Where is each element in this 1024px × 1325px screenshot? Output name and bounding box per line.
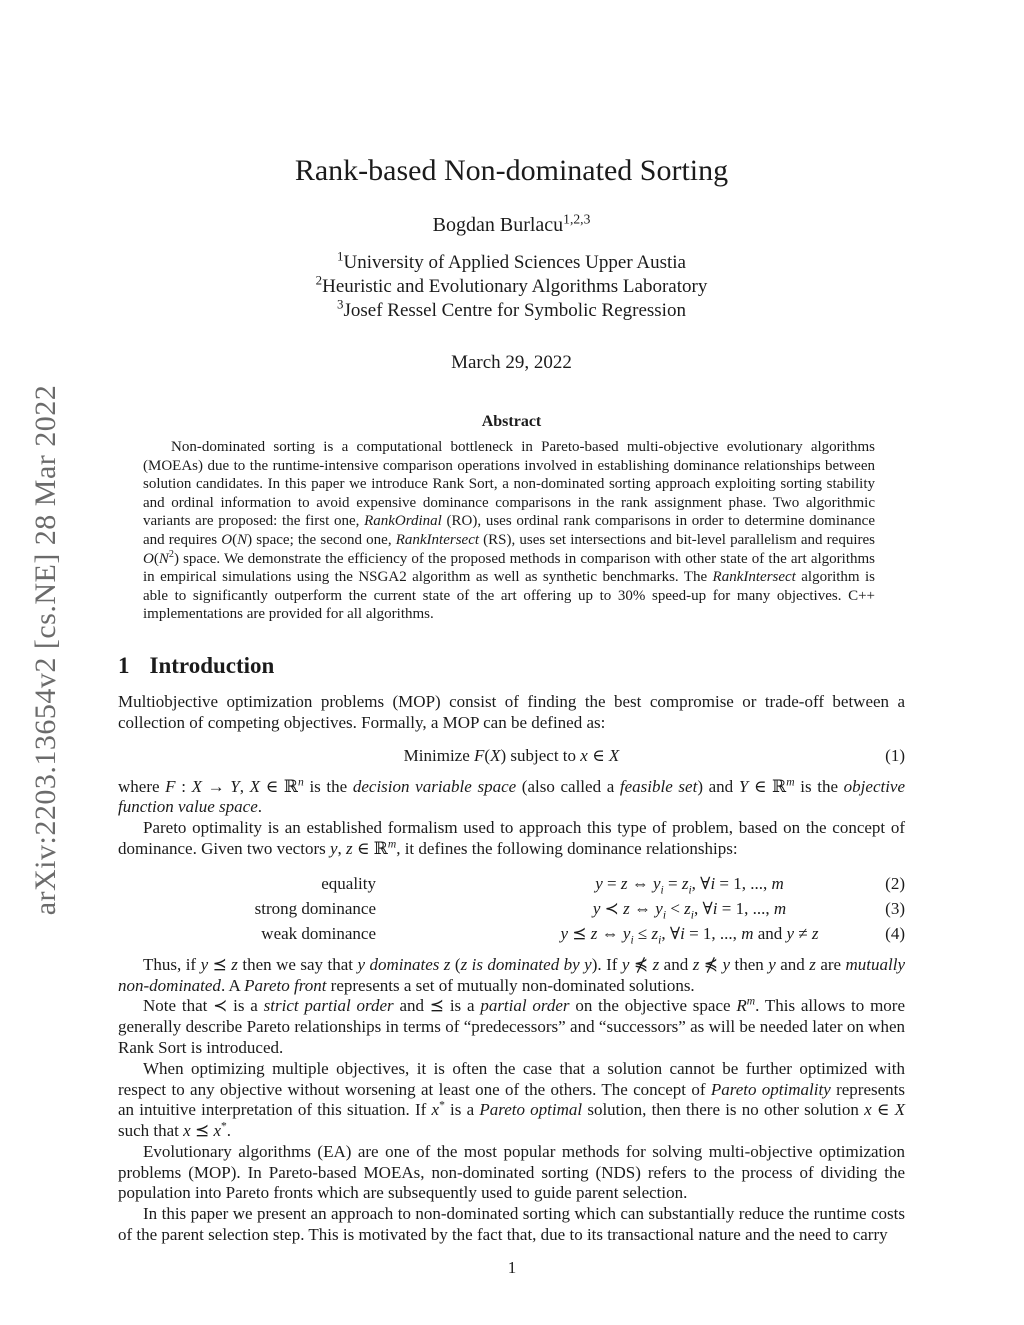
section-title: Introduction bbox=[149, 652, 275, 678]
paper-content bbox=[118, 0, 905, 1246]
paper-date: March 29, 2022 bbox=[451, 352, 572, 373]
equation-2-label: equality bbox=[321, 873, 376, 893]
equation-3-label: strong dominance bbox=[254, 898, 376, 918]
paragraph-thus-dominates: Thus, if y ⪯ z then we say that y dominates z (z is dominated by y). If y ⋠ z and z ⋠ y then y and z are mutually non-dominated. A Pareto front represents a set of mutually non-dominated solutions. bbox=[118, 954, 906, 995]
dominance-equations bbox=[118, 871, 905, 946]
abstract-text: Non-dominated sorting is a computational bottleneck in Pareto-based multi-objective evolutionary algorithms (MOEAs) due to the runtime-intensive comparison operations involved in establishing dominance relationships between solution candidates. In this paper we introduce Rank Sort, a non-dominated sorting approach exploiting sorting stability and ordinal information to avoid expensive dominance comparisons in the rank assignment phase. Two algorithmic variants are proposed: the first one, RankOrdinal (RO), uses ordinal rank comparisons in order to determine dominance and requires O(N) space; the second one, RankIntersect (RS), uses set intersections and bit-level parallelism and requires $O(N^2)$ space. We demonstrate the efficiency of the proposed methods in comparison with other state of the art algorithms in empirical simulations using the NSGA2 algorithm as well as synthetic benchmarks. The RankIntersect algorithm is able to significantly outperform the current state of the art offering up to 30% speed-up for many objectives. C++ implementations are provided for all algorithms. bbox=[143, 439, 876, 623]
section-number: 1 bbox=[118, 652, 130, 678]
affiliation-1-superscript: 1 bbox=[337, 248, 344, 264]
paragraph-evolutionary-algorithms: Evolutionary algorithms (EA) are one of the most popular methods for solving multi-objective optimization problems (MOP). In Pareto-based MOEAs, non-dominated sorting (NDS) refers to the process of dividing the population into Pareto fronts which are subsequently used to guide parent selection. bbox=[118, 1141, 905, 1203]
paragraph-where-definition: where F : X → Y, X ∈ ℝ$^n$ is the decision variable space (also called a feasible set) and Y ∈ ℝ$^m$ is the objective function value space. bbox=[118, 774, 906, 817]
affiliation-2-name: Heuristic and Evolutionary Algorithms Laboratory bbox=[322, 276, 708, 297]
equation-3-body: y ≺ z ⇔ $y_i < z_i$, ∀i = 1, ..., m bbox=[592, 898, 787, 922]
section-heading-introduction bbox=[118, 652, 905, 679]
author-name: Bogdan Burlacu bbox=[432, 214, 564, 236]
affiliation-3-name: Josef Ressel Centre for Symbolic Regression bbox=[343, 300, 686, 321]
paragraph-pareto-optimality: Pareto optimality is an established formalism used to approach this type of problem, based on the concept of dominance. Given two vectors y, z ∈ ℝ$^m$, it defines the following dominance relationships: bbox=[118, 818, 905, 858]
paragraph-in-this-paper: In this paper we present an approach to non-dominated sorting which can substantially reduce the runtime costs of the parent selection step. This is motivated by the fact that, due to its transactional nature and the need to carry bbox=[118, 1204, 905, 1245]
equation-2-number: (2) bbox=[885, 873, 905, 893]
equation-1-number: (1) bbox=[885, 745, 905, 765]
equation-4-label: weak dominance bbox=[261, 923, 376, 943]
paper-title: Rank-based Non-dominated Sorting bbox=[294, 154, 729, 187]
paragraph-mop-definition: Multiobjective optimization problems (MOP) consist of finding the best compromise or trade-off between a collection of competing objectives. Formally, a MOP can be defined as: bbox=[118, 691, 905, 732]
equation-4-number: (4) bbox=[885, 923, 905, 943]
equation-row-equality bbox=[118, 871, 905, 896]
affiliation-line-3 bbox=[118, 296, 905, 323]
affiliations bbox=[118, 248, 905, 323]
author-line bbox=[118, 212, 905, 238]
equation-row-strong-dominance bbox=[118, 896, 905, 921]
author-superscript: 1,2,3 bbox=[563, 211, 591, 227]
equation-1-body: Minimize F(X) subject to x ∈ X bbox=[403, 745, 620, 765]
page-number: 1 bbox=[507, 1258, 517, 1277]
abstract-heading: Abstract bbox=[481, 413, 542, 430]
affiliation-line-2 bbox=[118, 272, 905, 299]
equation-1 bbox=[118, 745, 905, 767]
equation-3-number: (3) bbox=[885, 898, 905, 918]
affiliation-2-superscript: 2 bbox=[315, 272, 323, 288]
paragraph-note-partial-order: Note that ≺ is a strict partial order and ⪯ is a partial order on the objective space $R^m$. This allows to more generally describe Pareto relationships in terms of “predecessors” and “successors” as will be needed later on when Rank Sort is introduced. bbox=[118, 994, 906, 1057]
equation-2-body: y = z ⇔ $y_i = z_i$, ∀i = 1, ..., m bbox=[595, 873, 784, 897]
equation-4-body: y ⪯ z ⇔ $y_i \le z_i$, ∀i = 1, ..., m and y ≠ z bbox=[560, 923, 819, 947]
arxiv-stamp: arXiv:2203.13654v2 [cs.NE] 28 Mar 2022 bbox=[29, 384, 62, 916]
equation-row-weak-dominance bbox=[118, 921, 905, 946]
affiliation-line-1 bbox=[118, 248, 905, 275]
affiliation-1-name: University of Applied Sciences Upper Austia bbox=[343, 252, 686, 273]
paragraph-when-optimizing: When optimizing multiple objectives, it is often the case that a solution cannot be further optimized with respect to any objective without worsening at least one of the others. The concept of Pareto optimality represents an intuitive interpretation of this situation. If x* is a Pareto optimal solution, then there is no other solution x ∈ X such that x ⪯ x*. bbox=[118, 1058, 905, 1141]
affiliation-3-superscript: 3 bbox=[337, 296, 344, 312]
